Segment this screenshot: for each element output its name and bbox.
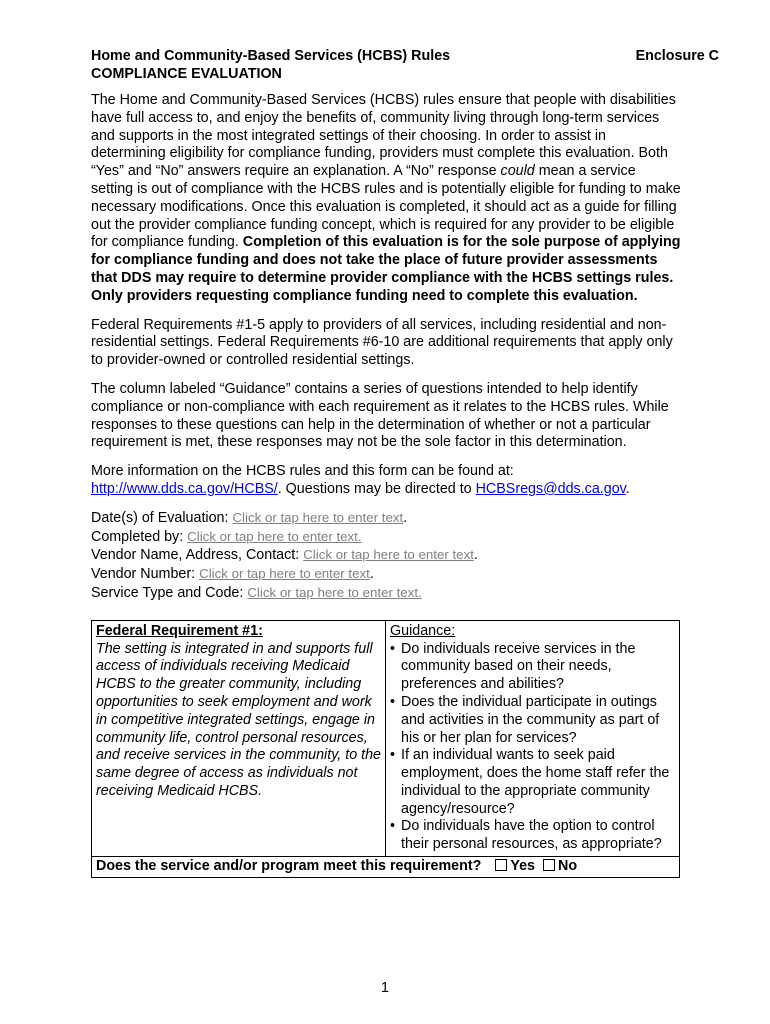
intro-could: could: [500, 163, 535, 180]
yes-checkbox[interactable]: [495, 859, 507, 871]
field-suffix: .: [403, 509, 408, 526]
more-info-text: More information on the HCBS rules and this form can be found at:: [91, 463, 514, 480]
bullet-icon: •: [390, 818, 396, 835]
bullet-icon: •: [390, 640, 396, 657]
vendor-contact-input[interactable]: Click or tap here to enter text: [303, 547, 474, 563]
intro-text-a: The Home and Community-Based Services (HCBS) rules ensure that people with disabilities have full access to, and enjoy the benefits of, community living through long-term services and supports in the most integrated settings of their choosing. In order to assist in determining eligibility for compliance funding, providers must complete this evaluation. Both “Yes” and “No” answers require an explanation. A “No” response: [91, 92, 676, 180]
yes-label: Yes: [510, 858, 535, 875]
guidance-question: Does the individual participate in outings and activities in the community as part of his or her plan for services?: [401, 693, 660, 746]
document-header: [91, 47, 719, 83]
field-label: Date(s) of Evaluation:: [91, 509, 233, 526]
service-type-input[interactable]: Click or tap here to enter text.: [247, 584, 422, 600]
guidance-cell: [386, 620, 680, 856]
header-subtitle: COMPLIANCE EVALUATION: [91, 66, 282, 82]
guidance-question: Do individuals have the option to control their personal resources, as appropriate?: [401, 818, 662, 853]
guidance-item: [390, 747, 675, 818]
hcbs-email-link[interactable]: HCBSregs@dds.ca.gov: [475, 480, 626, 497]
field-suffix: .: [369, 566, 374, 583]
hcbs-website-link[interactable]: http://www.dds.ca.gov/HCBS/: [91, 480, 278, 497]
compliance-question-row: [92, 857, 680, 878]
completed-by-input[interactable]: Click or tap here to enter text.: [187, 528, 362, 544]
guidance-title: Guidance:: [390, 622, 456, 639]
no-label: No: [558, 858, 578, 875]
intro-paragraph: [91, 92, 681, 306]
compliance-question: Does the service and/or program meet this requirement?: [96, 858, 482, 875]
guidance-item: [390, 640, 675, 694]
field-evaluation-dates: [91, 509, 681, 528]
bullet-icon: •: [390, 747, 396, 764]
guidance-question: Do individuals receive services in the community based on their needs, preferences and abilities?: [401, 640, 636, 693]
page-number: 1: [381, 980, 389, 996]
guidance-question: If an individual wants to seek paid employment, does the home staff refer the individual to the appropriate community agency/resource?: [401, 747, 670, 817]
field-service-type: [91, 584, 681, 603]
field-label: Vendor Number:: [91, 566, 200, 583]
more-info-paragraph: [91, 463, 681, 499]
requirements-scope-paragraph: Federal Requirements #1-5 apply to providers of all services, including residential and non-residential settings. Federal Requirements #6-10 are additional requirements that apply only to provider-owned or controlled residential settings.: [91, 316, 673, 369]
field-suffix: .: [473, 547, 478, 564]
requirement-row: [92, 620, 680, 856]
guidance-list: [390, 641, 675, 855]
evaluation-dates-input[interactable]: Click or tap here to enter text: [232, 509, 404, 525]
guidance-item: [390, 693, 675, 747]
requirement-text: The setting is integrated in and supports full access of individuals receiving Medicaid HCBS to the greater community, including opportunities to seek employment and work in competitive integrated settings, engage in community life, control personal resources, and receive services in the community, to the same degree of access as individuals not receiving Medicaid HCBS.: [96, 640, 382, 799]
vendor-number-input[interactable]: Click or tap here to enter text: [199, 566, 370, 582]
requirement-table: [91, 620, 680, 878]
field-vendor-contact: [91, 546, 681, 565]
field-label: Completed by:: [91, 528, 188, 545]
field-label: Service Type and Code:: [91, 584, 248, 601]
bullet-icon: •: [390, 693, 396, 710]
compliance-question-cell: [92, 857, 680, 878]
intro-bold-statement: Completion of this evaluation is for the sole purpose of applying for compliance funding and does not take the place of future provider assessments that DDS may require to determine provider compliance with the HCBS settings rules. Only providers requesting compliance funding need to complete this evaluation.: [91, 234, 681, 304]
intro-text-b: mean a service setting is out of compliance with the HCBS rules and is potentially eligible for funding to make necessary modifications. Once this evaluation is completed, it should act as a guide for filling out the provider compliance funding concept, which is required for any provider to be eligible for compliance funding.: [91, 163, 681, 251]
field-completed-by: [91, 528, 681, 547]
guidance-column-paragraph: The column labeled “Guidance” contains a series of questions intended to help identify compliance or non-compliance with each requirement as it relates to the HCBS rules. While responses to these questions can help in the determination of whether or not a particular requirement is met, these responses may not be the sole factor in this determination.: [91, 380, 669, 451]
enclosure-label: Enclosure C: [635, 48, 719, 64]
period: .: [625, 480, 630, 497]
field-vendor-number: [91, 565, 681, 584]
field-label: Vendor Name, Address, Contact:: [91, 547, 304, 564]
header-title: Home and Community-Based Services (HCBS) Rules: [91, 48, 451, 64]
evaluation-fields: [91, 509, 681, 603]
questions-text: . Questions may be directed to: [277, 480, 476, 497]
requirement-cell: [92, 620, 386, 856]
document-page: [91, 47, 719, 878]
requirement-title: Federal Requirement #1:: [96, 622, 263, 639]
no-checkbox[interactable]: [543, 859, 555, 871]
guidance-item: [390, 818, 675, 854]
